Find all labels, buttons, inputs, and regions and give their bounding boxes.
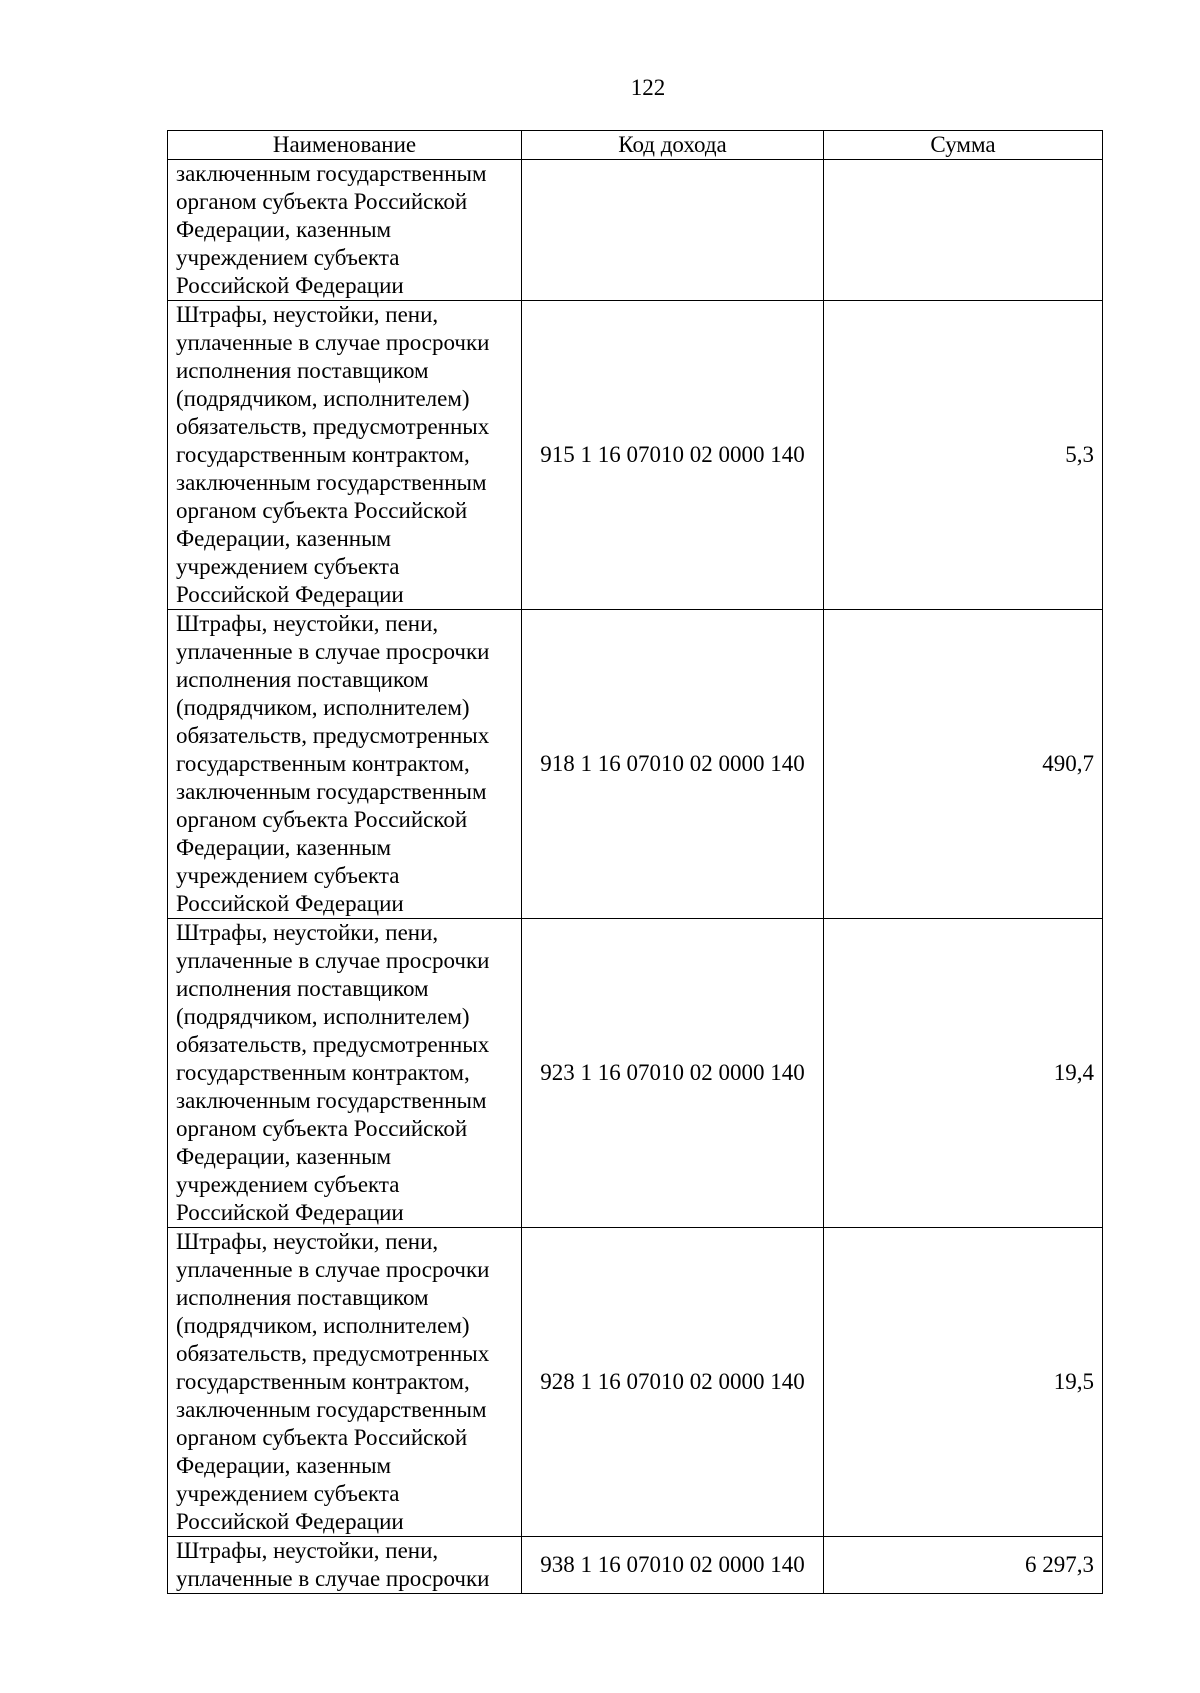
row-name-cell: Штрафы, неустойки, пени, уплаченные в случае просрочки (168, 1537, 522, 1594)
row-name-cell: Штрафы, неустойки, пени, уплаченные в случае просрочки исполнения поставщиком (подрядчиком, исполнителем) обязательств, предусмотренных государственным контрактом, заключенным государственным органом субъекта Российской Федерации, казенным учреждением субъекта Российской Федерации (168, 301, 522, 610)
row-code-cell (522, 160, 824, 301)
row-sum-cell: 19,4 (824, 919, 1103, 1228)
row-name-cell: заключенным государственным органом субъекта Российской Федерации, казенным учреждением субъекта Российской Федерации (168, 160, 522, 301)
header-sum: Сумма (824, 131, 1103, 160)
table-row (168, 610, 1103, 919)
row-sum-cell (824, 160, 1103, 301)
revenue-table (167, 130, 1103, 1594)
row-sum-cell: 19,5 (824, 1228, 1103, 1537)
table-row (168, 919, 1103, 1228)
table-header-row (168, 131, 1103, 160)
row-code-cell: 918 1 16 07010 02 0000 140 (522, 610, 824, 919)
row-name-cell: Штрафы, неустойки, пени, уплаченные в случае просрочки исполнения поставщиком (подрядчиком, исполнителем) обязательств, предусмотренных государственным контрактом, заключенным государственным органом субъекта Российской Федерации, казенным учреждением субъекта Российской Федерации (168, 919, 522, 1228)
row-sum-cell: 5,3 (824, 301, 1103, 610)
row-name-cell: Штрафы, неустойки, пени, уплаченные в случае просрочки исполнения поставщиком (подрядчиком, исполнителем) обязательств, предусмотренных государственным контрактом, заключенным государственным органом субъекта Российской Федерации, казенным учреждением субъекта Российской Федерации (168, 1228, 522, 1537)
row-code-cell: 923 1 16 07010 02 0000 140 (522, 919, 824, 1228)
table-row (168, 301, 1103, 610)
row-code-cell: 938 1 16 07010 02 0000 140 (522, 1537, 824, 1594)
row-sum-cell: 6 297,3 (824, 1537, 1103, 1594)
table-row (168, 1537, 1103, 1594)
table-row (168, 160, 1103, 301)
header-name: Наименование (168, 131, 522, 160)
row-sum-cell: 490,7 (824, 610, 1103, 919)
page-number: 122 (630, 75, 666, 100)
header-code: Код дохода (522, 131, 824, 160)
row-code-cell: 928 1 16 07010 02 0000 140 (522, 1228, 824, 1537)
row-name-cell: Штрафы, неустойки, пени, уплаченные в случае просрочки исполнения поставщиком (подрядчиком, исполнителем) обязательств, предусмотренных государственным контрактом, заключенным государственным органом субъекта Российской Федерации, казенным учреждением субъекта Российской Федерации (168, 610, 522, 919)
table-row (168, 1228, 1103, 1537)
row-code-cell: 915 1 16 07010 02 0000 140 (522, 301, 824, 610)
